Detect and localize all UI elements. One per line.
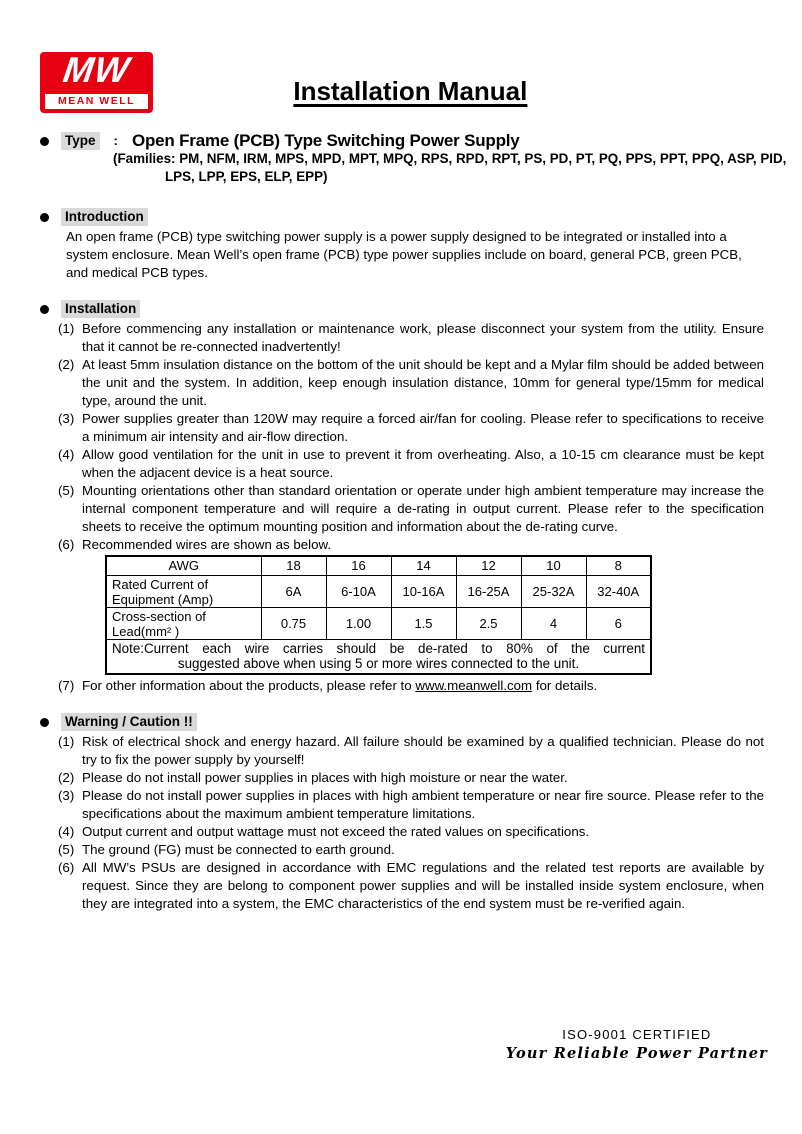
warning-list bbox=[58, 733, 764, 913]
item-text-post: for details. bbox=[532, 678, 598, 693]
item-number: (7) bbox=[58, 678, 75, 693]
table-note-line-1: Note:Current each wire carries should be de-rated to 80% of the current bbox=[112, 641, 645, 656]
table-cell: 10-16A bbox=[391, 576, 456, 608]
item-text: Recommended wires are shown as below. bbox=[82, 537, 332, 552]
bullet-icon bbox=[40, 213, 49, 222]
warning-heading: Warning / Caution !! bbox=[61, 713, 197, 731]
table-cell: 32-40A bbox=[586, 576, 651, 608]
item-number: (6) bbox=[58, 537, 75, 552]
table-header-gauge: 12 bbox=[456, 556, 521, 576]
installation-list bbox=[58, 320, 764, 554]
table-note-line-2: suggested above when using 5 or more wires connected to the unit. bbox=[177, 656, 580, 671]
item-text: Please do not install power supplies in places with high ambient temperature or near fire source. Please refer to the specifications about the maximum ambient temperature limitations. bbox=[82, 788, 764, 821]
list-item bbox=[58, 677, 764, 695]
logo-mw-text: MW bbox=[60, 49, 133, 90]
item-number: (1) bbox=[58, 321, 75, 336]
introduction-body: An open frame (PCB) type switching power supply is a power supply designed to be integrated or installed into a system enclosure. Mean Well’s open frame (PCB) type power supplies include on board, general PCB, green PCB, and medical PCB types. bbox=[66, 229, 742, 280]
families-line-1: (Families: PM, NFM, IRM, MPS, MPD, MPT, MPQ, RPS, RPD, RPT, PS, PD, PT, PQ, PPS, PPT, PPQ, ASP, PID, bbox=[113, 151, 787, 166]
installation-list-continued bbox=[58, 677, 764, 695]
table-cell: 6A bbox=[261, 576, 326, 608]
type-section-head bbox=[40, 132, 802, 150]
item-number: (4) bbox=[58, 824, 75, 839]
table-header-awg: AWG bbox=[106, 556, 261, 576]
item-text: The ground (FG) must be connected to earth ground. bbox=[82, 842, 395, 857]
item-text: Before commencing any installation or maintenance work, please disconnect your system from the utility. Ensure that it cannot be re-connected inadvertently! bbox=[82, 321, 764, 354]
installation-heading: Installation bbox=[61, 300, 140, 318]
list-item bbox=[58, 823, 764, 841]
table-row bbox=[106, 576, 651, 608]
iso-certified-text: ISO-9001 CERTIFIED bbox=[562, 1027, 712, 1042]
table-row bbox=[106, 640, 651, 675]
list-item bbox=[58, 356, 764, 410]
item-number: (6) bbox=[58, 860, 75, 875]
row-label bbox=[106, 576, 261, 608]
table-header-gauge: 14 bbox=[391, 556, 456, 576]
warning-section-head bbox=[40, 713, 802, 731]
row-label-line: Equipment (Amp) bbox=[112, 591, 214, 607]
item-text: Output current and output wattage must not exceed the rated values on specifications. bbox=[82, 824, 590, 839]
item-text: At least 5mm insulation distance on the bottom of the unit should be kept and a Mylar film should be added between the unit and the system. In addition, keep enough insulation distance, 10mm for general type/15mm for medical type, around the unit. bbox=[82, 357, 764, 408]
table-header-gauge: 8 bbox=[586, 556, 651, 576]
item-number: (1) bbox=[58, 734, 75, 749]
table-cell: 1.5 bbox=[391, 608, 456, 640]
item-text bbox=[82, 677, 764, 695]
list-item bbox=[58, 320, 764, 356]
bullet-icon bbox=[40, 718, 49, 727]
item-number: (5) bbox=[58, 842, 75, 857]
bullet-icon bbox=[40, 137, 49, 146]
table-row bbox=[106, 608, 651, 640]
introduction-heading: Introduction bbox=[61, 208, 148, 226]
header bbox=[0, 0, 802, 116]
item-text: Risk of electrical shock and energy hazard. All failure should be examined by a qualified technician. Please do not try to fix the power supply by yourself! bbox=[82, 734, 764, 767]
table-note bbox=[106, 640, 651, 675]
row-label-line: Lead(mm² ) bbox=[112, 623, 180, 639]
row-label-line: Cross-section of bbox=[112, 608, 206, 624]
table-header-gauge: 16 bbox=[326, 556, 391, 576]
table-header-gauge: 18 bbox=[261, 556, 326, 576]
slogan-text: Your Reliable Power Partner bbox=[505, 1045, 768, 1062]
footer bbox=[506, 1026, 768, 1063]
meanwell-logo bbox=[40, 49, 153, 113]
list-item bbox=[58, 733, 764, 769]
item-number: (3) bbox=[58, 411, 75, 426]
row-label bbox=[106, 608, 261, 640]
logo-brand-text: MEAN WELL bbox=[45, 94, 148, 109]
page-title: Installation Manual bbox=[293, 76, 528, 106]
table-row bbox=[106, 556, 651, 576]
table-cell: 6-10A bbox=[326, 576, 391, 608]
list-item bbox=[58, 410, 764, 446]
list-item bbox=[58, 787, 764, 823]
table-cell: 1.00 bbox=[326, 608, 391, 640]
table-cell: 0.75 bbox=[261, 608, 326, 640]
table-cell: 2.5 bbox=[456, 608, 521, 640]
type-heading: Open Frame (PCB) Type Switching Power Supply bbox=[131, 131, 520, 150]
item-text-pre: For other information about the products, please refer to bbox=[82, 678, 416, 693]
list-item bbox=[58, 769, 764, 787]
list-item bbox=[58, 841, 764, 859]
list-item bbox=[58, 446, 764, 482]
item-text: All MW’s PSUs are designed in accordance with EMC regulations and the related test reports are available by request. Since they are belong to component power supplies and will be installed inside system enclosure, when they are integrated into a system, the EMC characteristics of the end system must be re-verified again. bbox=[82, 860, 764, 911]
installation-section-head bbox=[40, 300, 802, 318]
item-text: Power supplies greater than 120W may require a forced air/fan for cooling. Please refer to specifications to receive a minimum air intensity and air-flow direction. bbox=[82, 411, 764, 444]
item-number: (5) bbox=[58, 483, 75, 498]
table-cell: 16-25A bbox=[456, 576, 521, 608]
list-item bbox=[58, 536, 764, 554]
item-text: Allow good ventilation for the unit in use to prevent it from overheating. Also, a 10-15 cm clearance must be kept when the adjacent device is a heat source. bbox=[82, 447, 764, 480]
table-cell: 25-32A bbox=[521, 576, 586, 608]
list-item bbox=[58, 482, 764, 536]
item-text: Mounting orientations other than standard orientation or operate under high ambient temperature may increase the internal component temperature and will require a de-rating in output current. Please refer to the specification sheets to receive the optimum mounting position and information about the de-rating curve. bbox=[82, 483, 764, 534]
list-item bbox=[58, 859, 764, 913]
type-label: Type bbox=[61, 132, 100, 150]
item-text: Please do not install power supplies in places with high moisture or near the water. bbox=[82, 770, 568, 785]
table-cell: 4 bbox=[521, 608, 586, 640]
table-header-gauge: 10 bbox=[521, 556, 586, 576]
wire-table bbox=[105, 555, 652, 675]
item-number: (2) bbox=[58, 770, 75, 785]
item-number: (3) bbox=[58, 788, 75, 803]
introduction-section-head bbox=[40, 208, 802, 226]
item-number: (2) bbox=[58, 357, 75, 372]
item-number: (4) bbox=[58, 447, 75, 462]
bullet-icon bbox=[40, 305, 49, 314]
type-colon: : bbox=[113, 133, 118, 148]
meanwell-link[interactable]: www.meanwell.com bbox=[415, 678, 533, 693]
row-label-line: Rated Current of bbox=[112, 576, 209, 592]
table-cell: 6 bbox=[586, 608, 651, 640]
families-line-2: LPS, LPP, EPS, ELP, EPP) bbox=[165, 169, 328, 184]
